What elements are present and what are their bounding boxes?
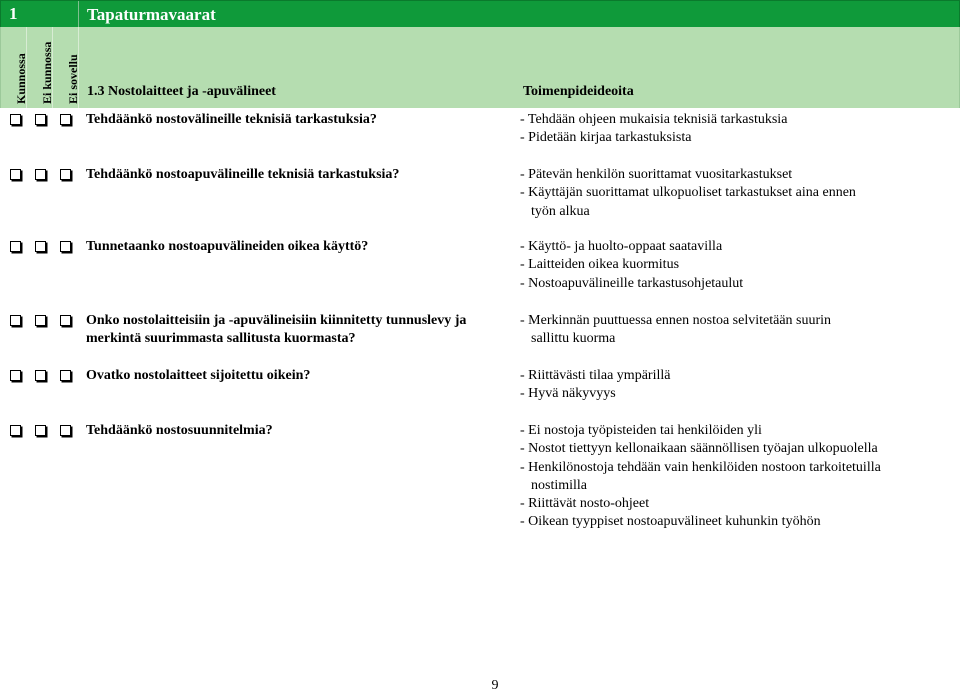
checkbox-group [8,422,83,438]
column-header-ok [1,27,27,108]
action-idea-line: työn alkua [531,203,590,219]
action-idea-line: - Pidetään kirjaa tarkastuksista [520,130,692,146]
action-idea-line: - Riittävästi tilaa ympärillä [520,368,671,383]
action-idea-line: - Pätevän henkilön suorittamat vuositarkastukset [520,167,793,182]
checkbox-ok[interactable] [10,114,21,125]
column-label-not-ok: Ei kunnossa [39,41,54,104]
checkbox-not-ok[interactable] [35,169,46,180]
question-text: Tehdäänkö nostovälineille teknisiä tarkastuksia? [86,112,377,127]
column-header-not-applicable [53,27,79,108]
page-number: 9 [491,678,499,693]
checkbox-group [8,111,83,127]
question-text: Tehdäänkö nostosuunnitelmia? [86,423,273,438]
checkbox-ok[interactable] [10,425,21,436]
action-idea-line: - Henkilönostoja tehdään vain henkilöiden nostoon tarkoitetuilla [520,459,881,475]
action-idea-line: - Laitteiden oikea kuormitus [520,257,680,273]
question-text: Onko nostolaitteisiin ja -apuvälineisiin kiinnitetty tunnuslevy ja merkintä suurimmasta sallitusta kuormasta? [86,313,467,346]
title-bar [0,0,960,28]
checkbox-ok[interactable] [10,370,21,381]
action-ideas [520,312,950,349]
checkbox-not-applicable[interactable] [60,315,71,326]
checkbox-not-applicable[interactable] [60,169,71,180]
checkbox-not-applicable[interactable] [60,114,71,125]
action-idea-line: - Käyttö- ja huolto-oppaat saatavilla [520,239,723,254]
checkbox-not-ok[interactable] [35,370,46,381]
checkbox-not-ok[interactable] [35,425,46,436]
action-idea-line: - Käyttäjän suorittamat ulkopuoliset tarkastukset aina ennen [520,185,856,201]
action-ideas [520,367,950,404]
checkbox-group [8,312,83,328]
action-idea-line: nostimilla [531,477,587,493]
chapter-title: Tapaturmavaarat [87,5,216,24]
action-ideas [520,422,950,532]
action-ideas [520,111,950,148]
checkbox-ok[interactable] [10,315,21,326]
action-ideas [520,238,950,293]
checkbox-group [8,367,83,383]
actions-heading: Toimenpideideoita [523,84,634,99]
checkbox-group [8,238,83,254]
action-idea-line: - Nostot tiettyyn kellonaikaan säännöllisen työajan ulkopuolella [520,441,878,457]
action-idea-line: - Hyvä näkyvyys [520,386,616,402]
action-ideas [520,166,950,221]
checkbox-not-applicable[interactable] [60,370,71,381]
checkbox-not-applicable[interactable] [60,425,71,436]
action-idea-line: - Nostoapuvälineille tarkastusohjetaulut [520,275,744,291]
column-label-ok: Kunnossa [13,53,28,104]
checkbox-not-applicable[interactable] [60,241,71,252]
section-heading: 1.3 Nostolaitteet ja -apuvälineet [87,84,276,99]
column-label-not-applicable: Ei sovellu [65,54,80,104]
checkbox-ok[interactable] [10,241,21,252]
checkbox-not-ok[interactable] [35,241,46,252]
question-text: Ovatko nostolaitteet sijoitettu oikein? [86,368,311,383]
checkbox-group [8,166,83,182]
column-header-not-ok [27,27,53,108]
checkbox-not-ok[interactable] [35,114,46,125]
question-text: Tehdäänkö nostoapuvälineille teknisiä tarkastuksia? [86,167,400,182]
question-text: Tunnetaanko nostoapuvälineiden oikea käyttö? [86,239,369,254]
action-idea-line: - Ei nostoja työpisteiden tai henkilöiden yli [520,423,762,438]
checkbox-ok[interactable] [10,169,21,180]
action-idea-line: - Merkinnän puuttuessa ennen nostoa selvitetään suurin [520,313,832,328]
action-idea-line: - Riittävät nosto-ohjeet [520,496,650,512]
chapter-number: 1 [1,1,79,27]
action-idea-line: - Tehdään ohjeen mukaisia teknisiä tarkastuksia [520,112,788,127]
checkbox-not-ok[interactable] [35,315,46,326]
action-idea-line: sallittu kuorma [531,331,616,347]
table-header [0,27,960,108]
action-idea-line: - Oikean tyyppiset nostoapuvälineet kuhunkin työhön [520,514,821,530]
